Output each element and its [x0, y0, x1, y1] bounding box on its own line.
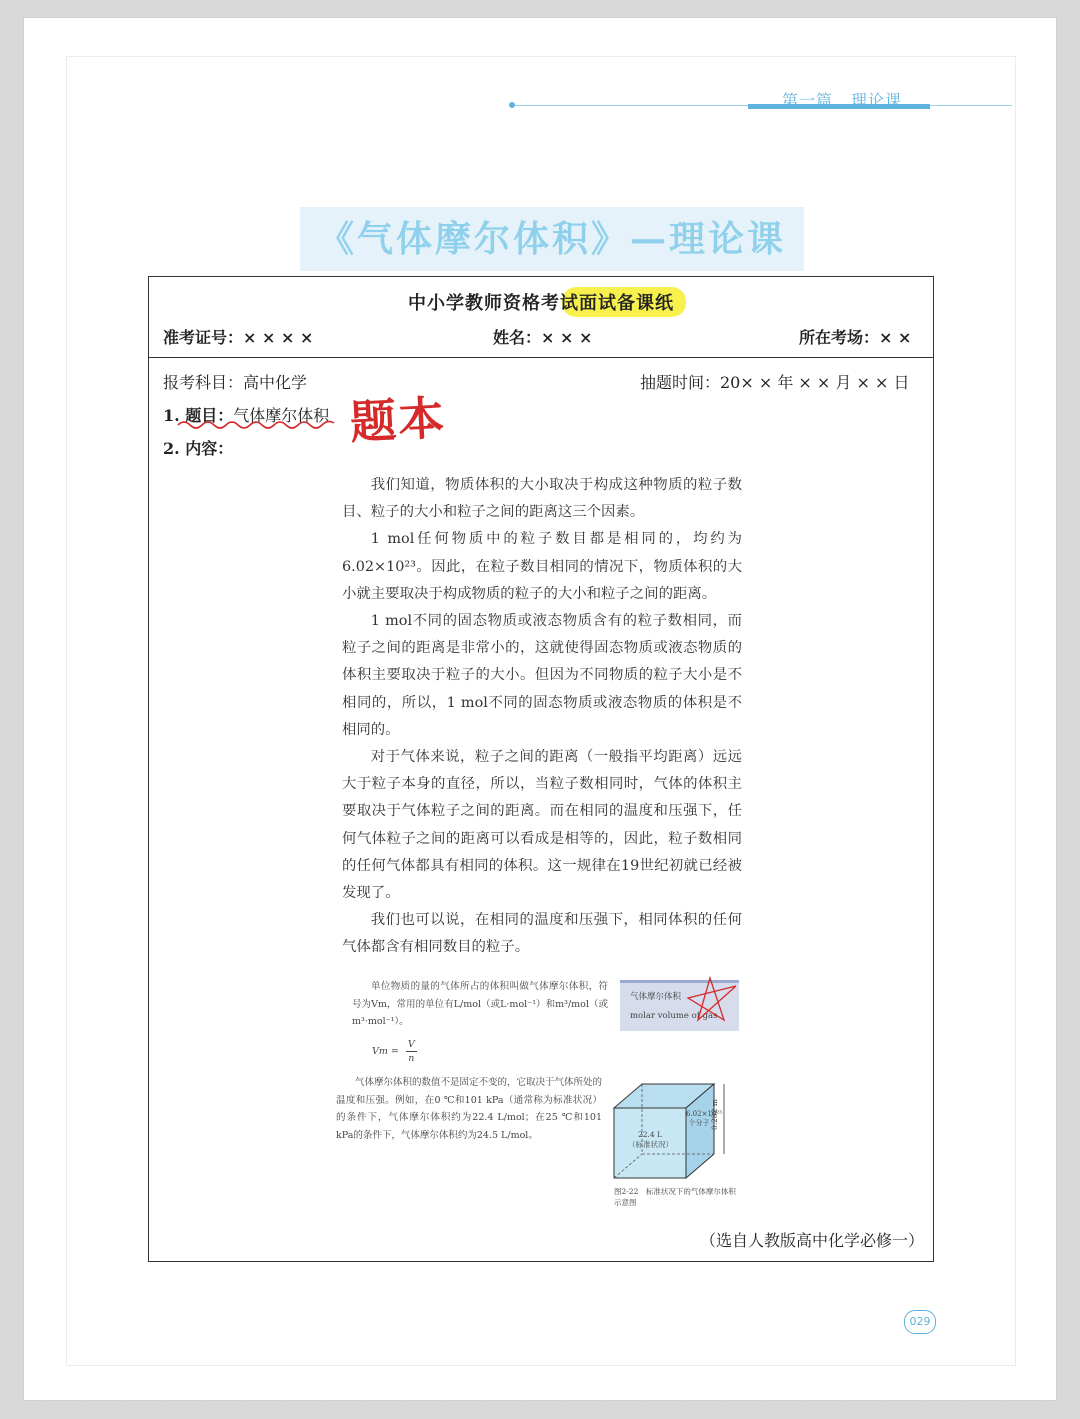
- page-number: 029: [904, 1310, 936, 1334]
- cube-edge-label: 0.282 m: [710, 1099, 719, 1130]
- definition-text: 单位物质的量的气体所占的体积叫做气体摩尔体积，符号为Vm，常用的单位有L/mol（或L·mol⁻¹）和m³/mol（或m³·mol⁻¹）。: [352, 981, 608, 1027]
- red-star-mark: [680, 976, 742, 1026]
- formula-numerator: V: [407, 1039, 415, 1050]
- exam-subject: 报考科目：高中化学: [163, 373, 308, 392]
- source-citation: （选自人教版高中化学必修一）: [700, 1231, 925, 1250]
- candidate-name: 姓名：× × ×: [493, 328, 593, 347]
- paragraph: 1 mol任何物质中的粒子数目都是相同的，均约为6.02×10²³。因此，在粒子数目相同的情况下，物质体积的大小就主要取决于构成物质的粒子的大小和粒子之间的距离。: [342, 531, 742, 602]
- form-title: 中小学教师资格考试面试备课纸: [408, 293, 674, 314]
- content-label: 2. 内容：: [163, 439, 234, 458]
- form-header: [149, 277, 933, 358]
- term-cn: 气体摩尔体积: [630, 992, 682, 1002]
- page-title: 《气体摩尔体积》—理论课: [317, 218, 786, 260]
- cube-volume-label: 22.4 L （标准状况）: [628, 1130, 673, 1149]
- formula-denominator: n: [408, 1053, 415, 1064]
- figure-caption: 图2-22 标准状况下的气体摩尔体积示意图: [614, 1187, 736, 1207]
- paragraph: 我们知道，物质体积的大小取决于构成这种物质的粒子数目、粒子的大小和粒子之间的距离这三个因素。: [342, 477, 742, 521]
- stamp-edge-bottom: [24, 1390, 1056, 1410]
- topic-label: 1. 题目：: [163, 406, 234, 425]
- wavy-underline: [176, 418, 336, 432]
- paragraph: 1 mol不同的固态物质或液态物质含有的粒子数相同，而粒子之间的距离是非常小的，这就使得固态物质或液态物质的体积主要取决于粒子的大小。但因为不同物质的粒子大小是不相同的，所以，1 mol不同的固态物质或液态物质的体积是不相同的。: [342, 613, 742, 738]
- section-name: 理论课: [851, 91, 903, 110]
- term-en: molar volume of gas: [630, 1011, 718, 1021]
- formula-lhs: Vm =: [372, 1046, 399, 1057]
- paragraph: 对于气体来说，粒子之间的距离（一般指平均距离）远远大于粒子本身的直径，所以，当粒子数相同时，气体的体积主要取决于气体粒子之间的距离。而在相同的温度和压强下，任何气体粒子之间的距离可以看成是相等的，因此，粒子数相同的任何气体都具有相同的体积。这一规律在19世纪初就已经被发现了。: [342, 749, 742, 902]
- ticket-number: 准考证号：× × × ×: [163, 328, 314, 347]
- exam-site: 所在考场：× ×: [799, 328, 912, 347]
- cube-particles-label: 6.02×10²³个分子: [686, 1110, 722, 1127]
- note-text: 气体摩尔体积的数值不是固定不变的，它取决于气体所处的温度和压强。例如，在0 ℃和101 kPa（通常称为标准状况）的条件下，气体摩尔体积约为22.4 L/mol；在25 ℃和101 kPa的条件下，气体摩尔体积约为24.5 L/mol。: [336, 1077, 603, 1141]
- stamp-edge-right: [1046, 18, 1066, 1400]
- paragraph: 我们也可以说，在相同的温度和压强下，相同体积的任何气体都含有相同数目的粒子。: [342, 912, 742, 956]
- textbook-excerpt: [342, 472, 742, 962]
- header-dot: [509, 102, 515, 108]
- topic-value: 气体摩尔体积: [233, 406, 330, 425]
- chapter-name: 第一篇: [782, 91, 834, 110]
- chapter-label: [782, 88, 902, 111]
- formula: [372, 1038, 417, 1065]
- draw-time: 抽题时间：20× × 年 × × 月 × × 日: [640, 373, 910, 392]
- handwritten-note: 题本: [348, 390, 448, 450]
- stamp-edge-left: [14, 18, 34, 1400]
- formula-fraction: [406, 1038, 417, 1065]
